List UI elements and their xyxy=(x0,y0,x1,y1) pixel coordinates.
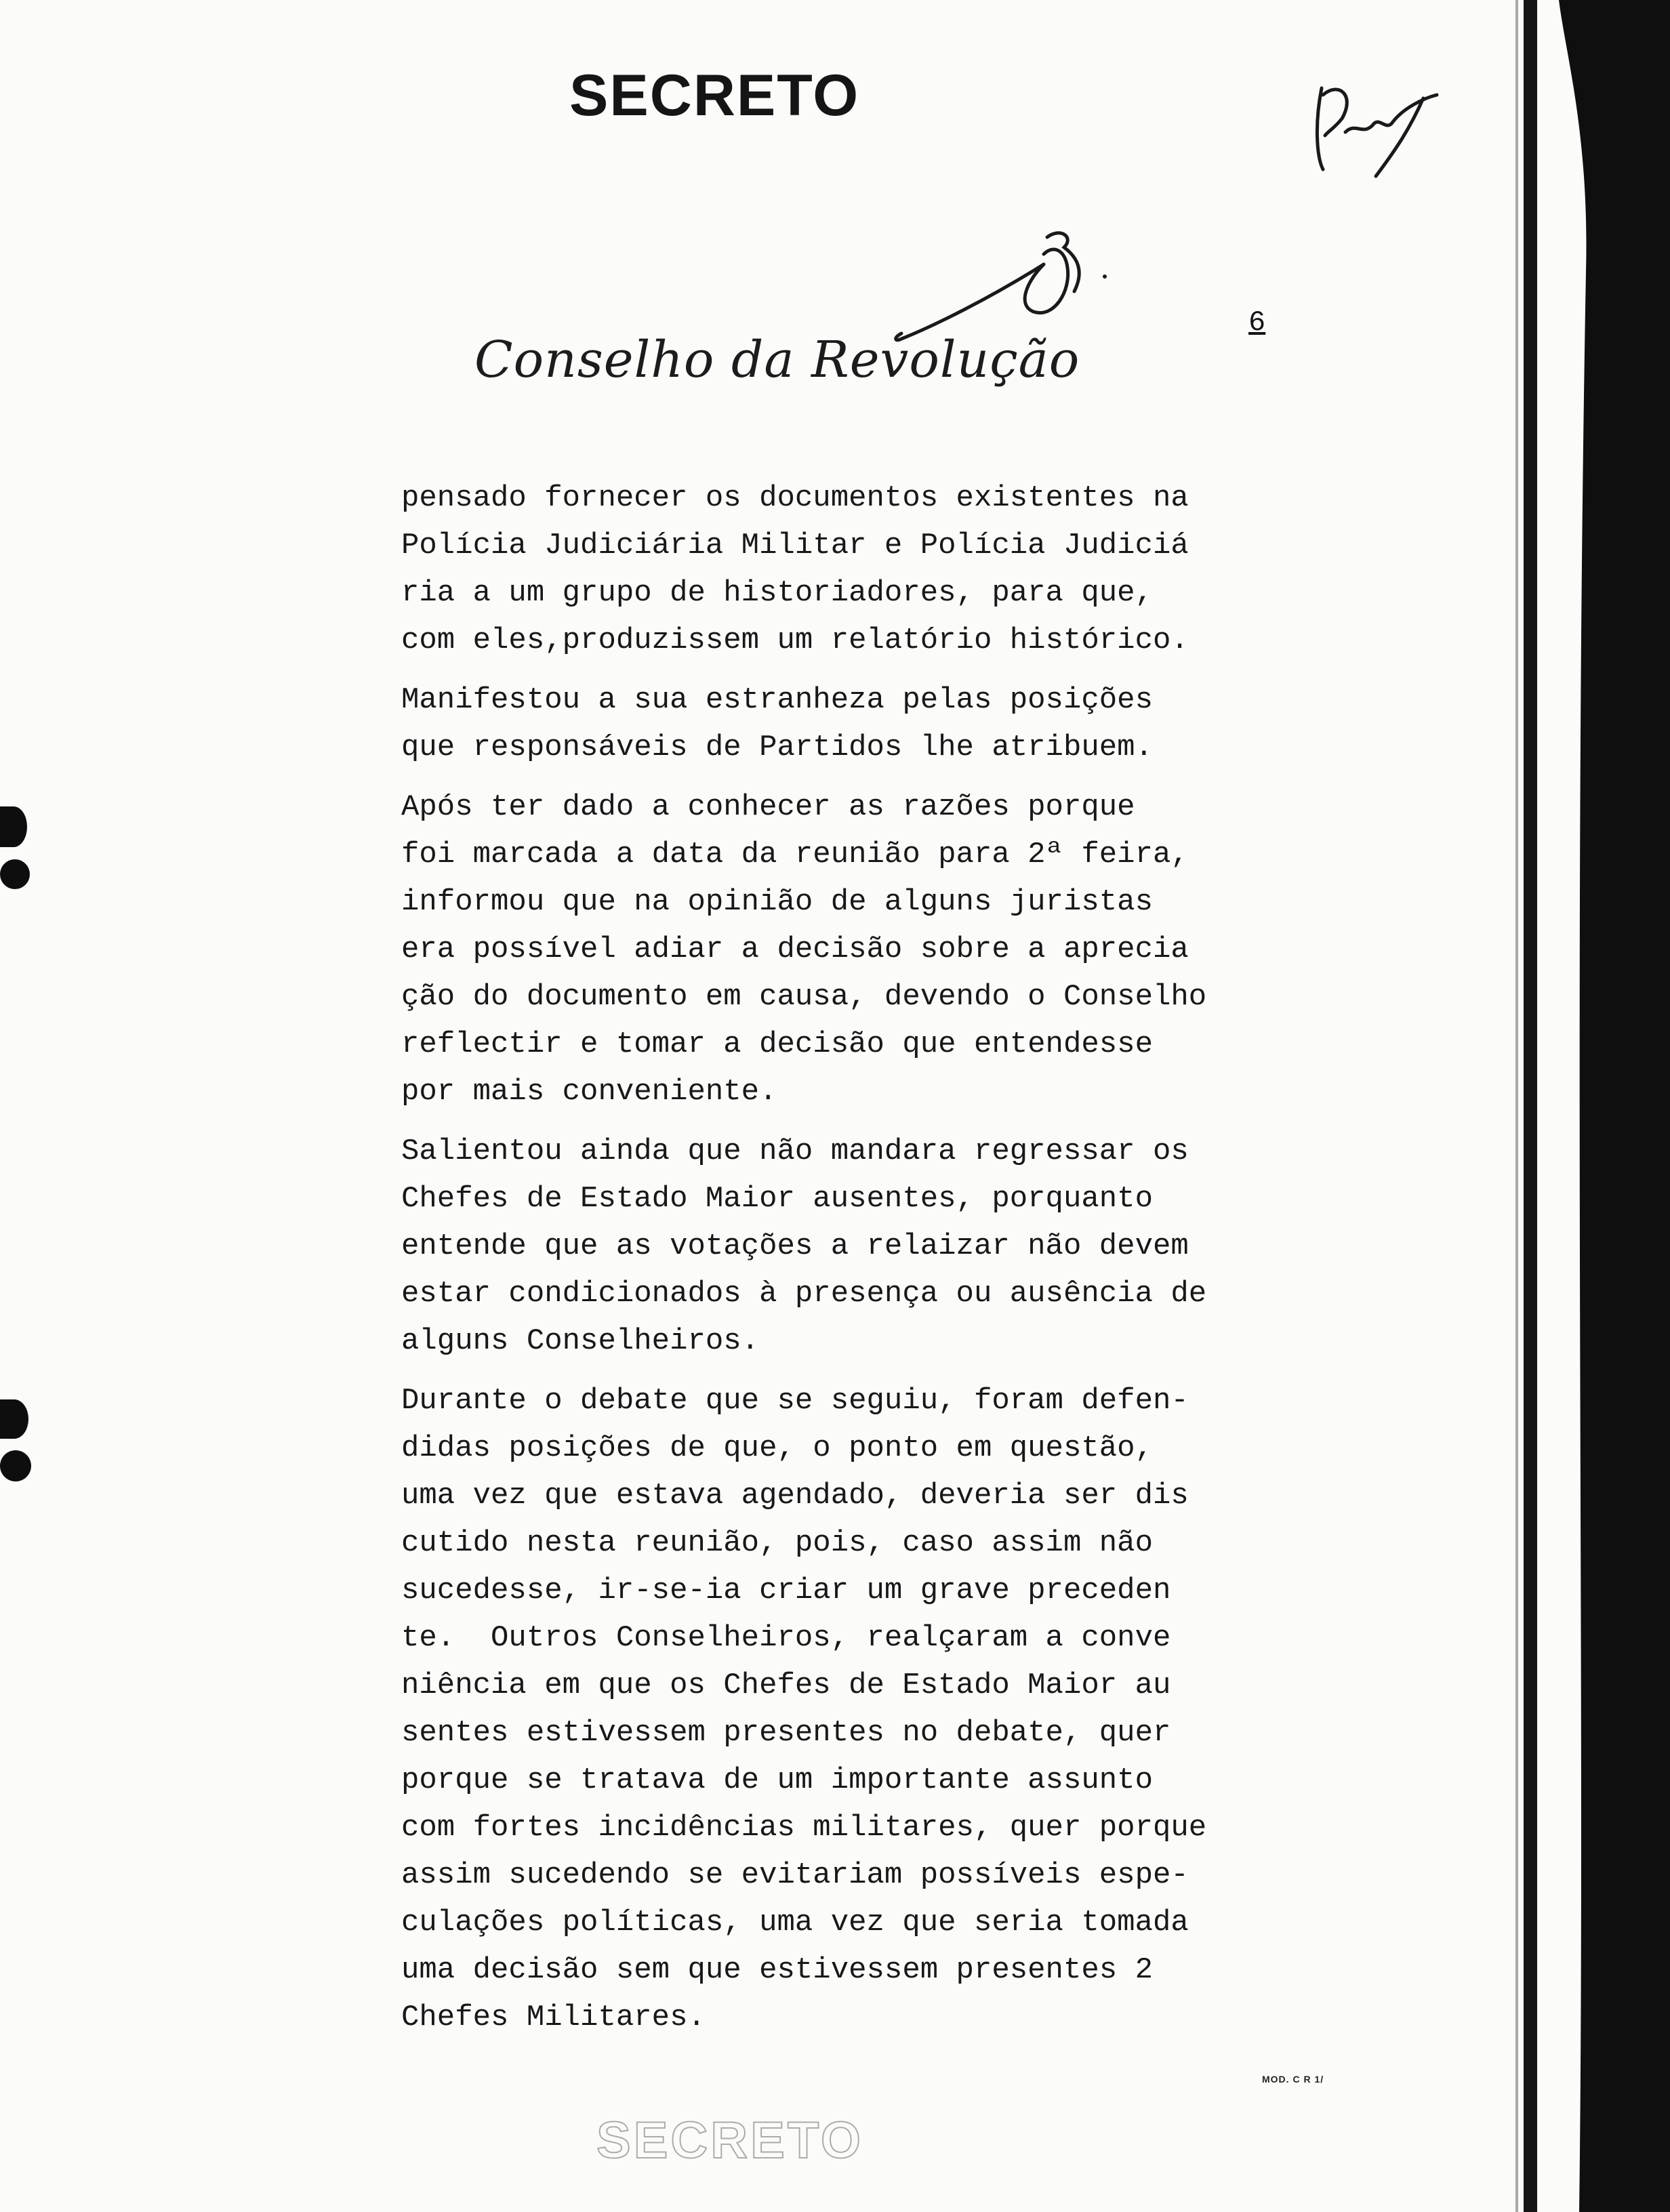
paragraph-3 xyxy=(401,783,1296,1115)
binding-edge xyxy=(1524,0,1537,2212)
text-line: alguns Conselheiros. xyxy=(401,1324,760,1358)
text-line: ção do documento em causa, devendo o Conselho xyxy=(401,980,1207,1014)
text-line: sucedesse, ir-se-ia criar um grave preceden xyxy=(401,1574,1171,1607)
text-line: informou que na opinião de alguns juristas xyxy=(401,885,1153,919)
text-line: uma vez que estava agendado, deveria ser dis xyxy=(401,1479,1189,1513)
text-line: Chefes Militares. xyxy=(401,2001,706,2034)
letterhead-title: Conselho da Revolução xyxy=(474,331,1080,389)
text-line: assim sucedendo se evitariam possíveis espe- xyxy=(401,1858,1189,1892)
text-line: Após ter dado a conhecer as razões porque xyxy=(401,790,1135,824)
text-line: te. Outros Conselheiros, realçaram a conve xyxy=(401,1621,1171,1655)
text-line: Salientou ainda que não mandara regressar os xyxy=(401,1134,1189,1168)
handwritten-initials xyxy=(1308,68,1444,183)
text-line: cutido nesta reunião, pois, caso assim não xyxy=(401,1526,1153,1560)
text-line: reflectir e tomar a decisão que entendesse xyxy=(401,1027,1153,1061)
punch-hole xyxy=(0,859,30,889)
text-line: sentes estivessem presentes no debate, quer xyxy=(401,1716,1171,1750)
text-line: porque se tratava de um importante assunto xyxy=(401,1763,1153,1797)
text-line: Durante o debate que se seguiu, foram defen- xyxy=(401,1384,1189,1418)
text-line: com eles,produzissem um relatório histórico. xyxy=(401,623,1189,657)
text-line: com fortes incidências militares, quer porque xyxy=(401,1811,1207,1845)
punch-hole xyxy=(0,1399,28,1439)
page-edge-shadow xyxy=(1515,0,1518,2212)
text-line: era possível adiar a decisão sobre a aprecia xyxy=(401,933,1189,966)
text-line: por mais conveniente. xyxy=(401,1075,777,1109)
text-line: Manifestou a sua estranheza pelas posições xyxy=(401,683,1153,717)
paragraph-5 xyxy=(401,1377,1296,2041)
paragraph-1 xyxy=(401,474,1296,664)
text-line: ria a um grupo de historiadores, para que, xyxy=(401,576,1153,610)
text-line: entende que as votações a relaizar não devem xyxy=(401,1229,1189,1263)
text-line: culações políticas, uma vez que seria tomada xyxy=(401,1906,1189,1940)
text-line: foi marcada a data da reunião para 2ª feira, xyxy=(401,838,1189,872)
text-line: que responsáveis de Partidos lhe atribuem. xyxy=(401,731,1153,764)
page-number: 6 xyxy=(1248,306,1266,339)
secret-stamp-bottom: SECRETO xyxy=(596,2112,864,2169)
text-line: didas posições de que, o ponto em questão, xyxy=(401,1431,1153,1465)
punch-hole xyxy=(0,1450,31,1481)
text-line: pensado fornecer os documentos existentes na xyxy=(401,481,1189,515)
text-line: uma decisão sem que estivessem presentes 2 xyxy=(401,1953,1153,1987)
text-line: Polícia Judiciária Militar e Polícia Judiciá xyxy=(401,529,1189,562)
document-body xyxy=(401,474,1296,2053)
form-code: MOD. C R 1/ xyxy=(1262,2074,1324,2085)
secret-stamp-top: SECRETO xyxy=(569,63,860,128)
paragraph-2 xyxy=(401,676,1296,771)
text-line: estar condicionados à presença ou ausência de xyxy=(401,1277,1207,1311)
binding-edge-corner xyxy=(1559,0,1670,2212)
paragraph-4 xyxy=(401,1128,1296,1365)
text-line: Chefes de Estado Maior ausentes, porquanto xyxy=(401,1182,1153,1216)
text-line: niência em que os Chefes de Estado Maior au xyxy=(401,1668,1171,1702)
punch-hole xyxy=(0,806,27,847)
